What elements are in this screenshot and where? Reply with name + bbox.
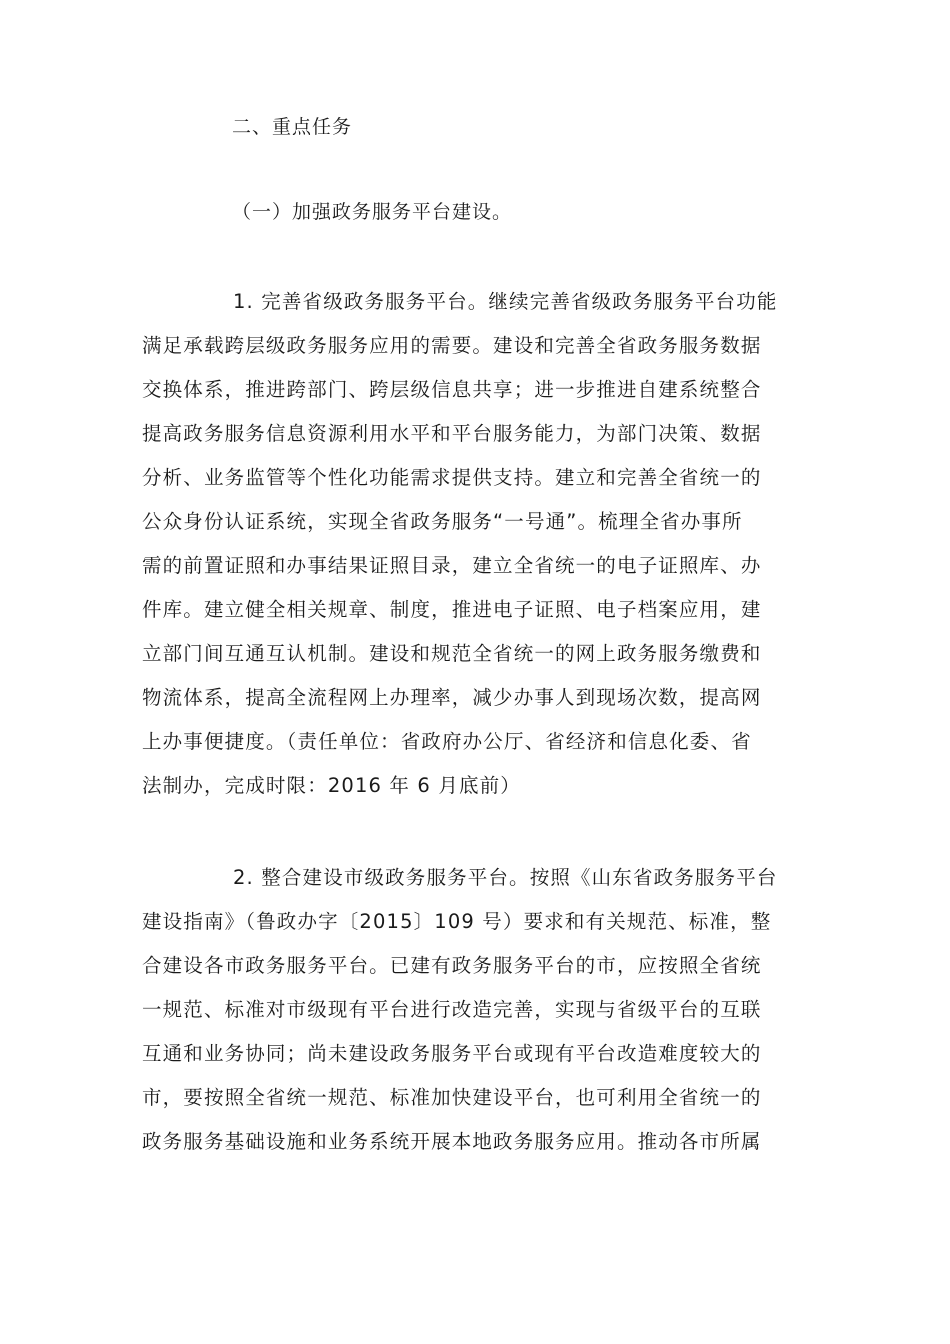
paragraph-line: 一规范、标准对市级现有平台进行改造完善，实现与省级平台的互联 (142, 998, 762, 1021)
paragraph-line: 公众身份认证系统，实现全省政务服务“一号通”。梳理全省办事所 (142, 510, 743, 533)
paragraph-line: 需的前置证照和办事结果证照目录，建立全省统一的电子证照库、办 (142, 554, 762, 577)
paragraph-2 (142, 856, 832, 1164)
section-heading: 二、重点任务 (232, 116, 353, 138)
paragraph-line: 2. 整合建设市级政务服务平台。按照《山东省政务服务平台 (233, 866, 778, 889)
paragraph-line: 立部门间互通互认机制。建设和规范全省统一的网上政务服务缴费和 (142, 642, 762, 665)
paragraph-line: 政务服务基础设施和业务系统开展本地政务服务应用。推动各市所属 (142, 1130, 762, 1153)
paragraph-line: 市，要按照全省统一规范、标准加快建设平台，也可利用全省统一的 (142, 1086, 762, 1109)
paragraph-line: 建设指南》（鲁政办字〔2015〕109 号）要求和有关规范、标准，整 (142, 910, 772, 933)
paragraph-line: 物流体系，提高全流程网上办理率，减少办事人到现场次数，提高网 (142, 686, 762, 709)
paragraph-line: 法制办，完成时限：2016 年 6 月底前） (142, 774, 521, 797)
paragraph-line: 提高政务服务信息资源利用水平和平台服务能力，为部门决策、数据 (142, 422, 762, 445)
paragraph-line: 1. 完善省级政务服务平台。继续完善省级政务服务平台功能 (233, 290, 778, 313)
paragraph-1 (142, 280, 832, 808)
paragraph-line: 分析、业务监管等个性化功能需求提供支持。建立和完善全省统一的 (142, 466, 762, 489)
paragraph-line: 互通和业务协同；尚未建设政务服务平台或现有平台改造难度较大的 (142, 1042, 762, 1065)
subsection-heading: （一）加强政务服务平台建设。 (232, 201, 513, 223)
paragraph-line: 合建设各市政务服务平台。已建有政务服务平台的市，应按照全省统 (142, 954, 762, 977)
paragraph-line: 件库。建立健全相关规章、制度，推进电子证照、电子档案应用，建 (142, 598, 762, 621)
paragraph-line: 上办事便捷度。（责任单位：省政府办公厅、省经济和信息化委、省 (142, 730, 752, 753)
paragraph-line: 满足承载跨层级政务服务应用的需要。建设和完善全省政务服务数据 (142, 334, 762, 357)
paragraph-line: 交换体系，推进跨部门、跨层级信息共享；进一步推进自建系统整合 (142, 378, 762, 401)
